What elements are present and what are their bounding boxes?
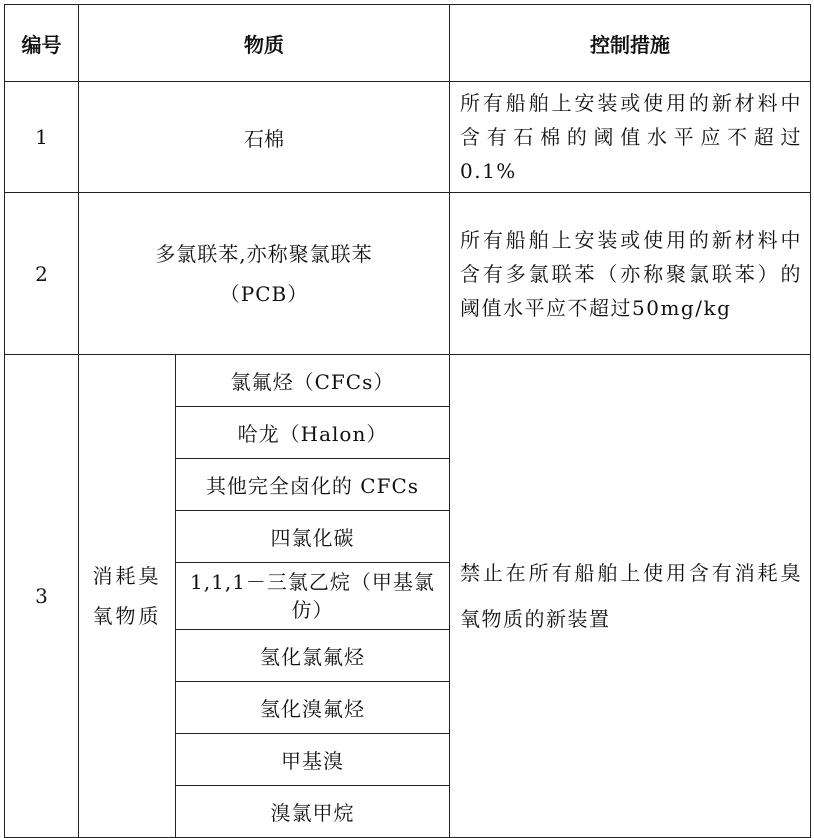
control-measure: 所有船舶上安装或使用的新材料中含有石棉的阈值水平应不超过 0.1% <box>450 82 811 193</box>
table-row <box>5 355 811 407</box>
row-number: 1 <box>5 82 79 193</box>
sub-substance: 1,1,1－三氯乙烷（甲基氯仿） <box>176 563 450 630</box>
row-number: 2 <box>5 193 79 355</box>
header-no: 编号 <box>5 5 79 82</box>
sub-substance: 溴氯甲烷 <box>176 786 450 838</box>
control-measure: 所有船舶上安装或使用的新材料中含有多氯联苯（亦称聚氯联苯）的阈值水平应不超过50mg/kg <box>450 193 811 355</box>
substance-name-line2: （PCB） <box>219 281 309 306</box>
header-substance: 物质 <box>79 5 450 82</box>
substance-category: 消耗臭氧物质 <box>79 355 176 838</box>
sub-substance: 哈龙（Halon） <box>176 407 450 459</box>
sub-substance: 氢化溴氟烃 <box>176 682 450 734</box>
header-row <box>5 5 811 82</box>
sub-substance: 氢化氯氟烃 <box>176 630 450 682</box>
sub-substance: 四氯化碳 <box>176 511 450 563</box>
sub-substance: 氯氟烃（CFCs） <box>176 355 450 407</box>
sub-substance: 其他完全卤化的 CFCs <box>176 459 450 511</box>
substance-name-line1: 多氯联苯,亦称聚氯联苯 <box>155 241 373 266</box>
hazardous-materials-table <box>4 4 811 838</box>
table-row <box>5 193 811 355</box>
sub-substance: 甲基溴 <box>176 734 450 786</box>
substance-name <box>79 193 450 355</box>
table-row <box>5 82 811 193</box>
row-number: 3 <box>5 355 79 838</box>
control-measure: 禁止在所有船舶上使用含有消耗臭氧物质的新装置 <box>450 355 811 838</box>
substance-name: 石棉 <box>79 82 450 193</box>
header-control: 控制措施 <box>450 5 811 82</box>
